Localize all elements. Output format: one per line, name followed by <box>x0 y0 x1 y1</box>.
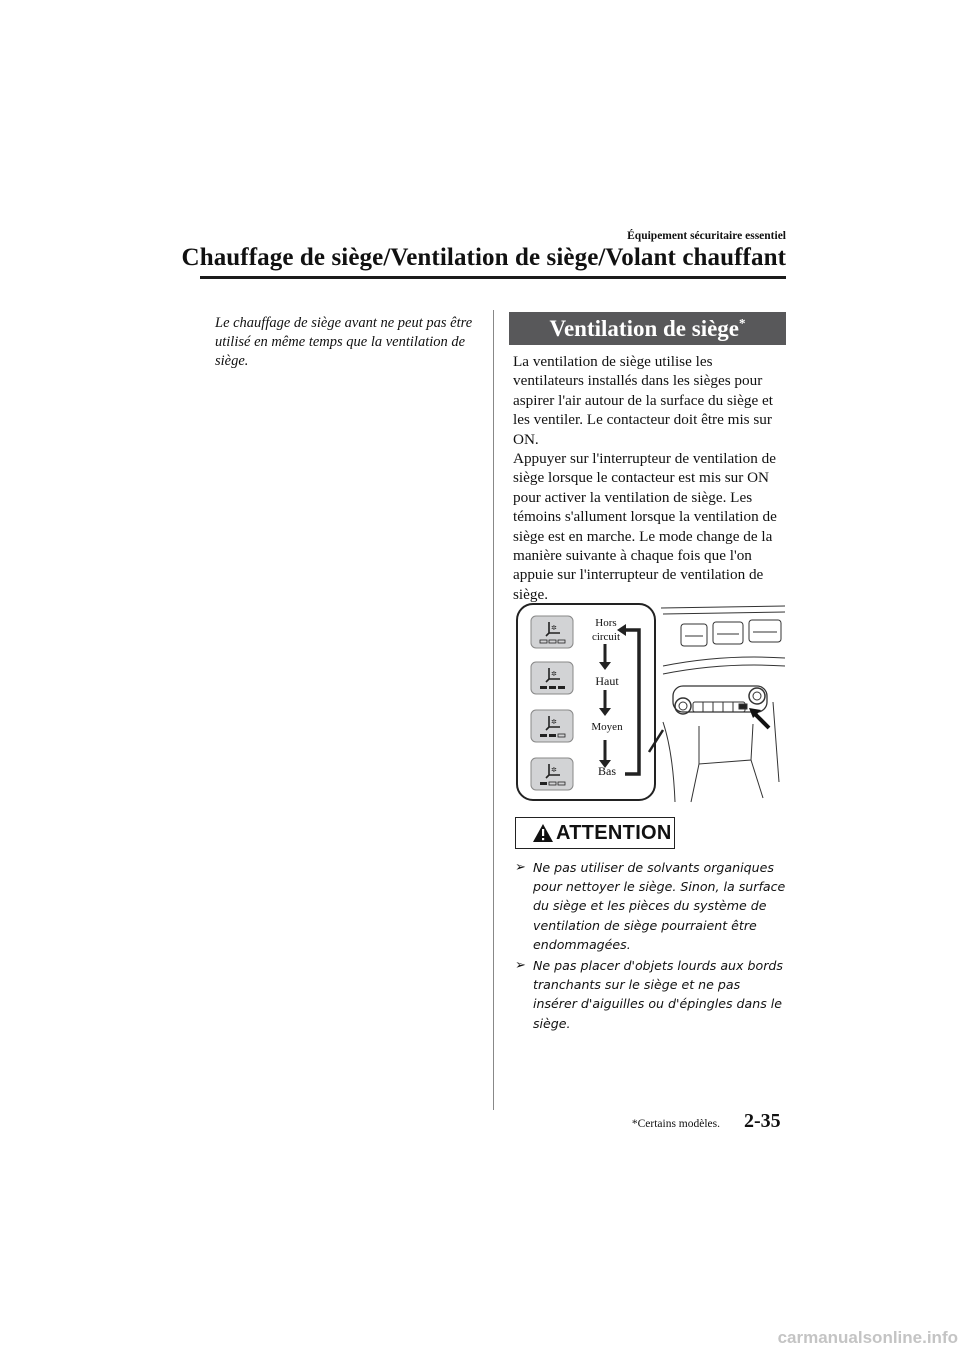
ventilation-paragraph-2: Appuyer sur l'interrupteur de ventilation de siège lorsque le contacteur est mis sur ON pour activer la ventilation de siège. Les témoins s'allument lorsque la ventilation de siège est en marche. Le mode change de la manière suivante à chaque fois que l'on appuie sur l'interrupteur de ventilation de siège. <box>513 450 777 603</box>
left-column-note: Le chauffage de siège avant ne peut pas être utilisé en même temps que la ventilation de siège. <box>215 315 473 369</box>
pointer-arrow-icon <box>749 708 769 728</box>
seat-switch-low-icon <box>531 758 573 790</box>
section-label: Équipement sécuritaire essentiel <box>627 230 786 242</box>
ventilation-body <box>513 352 787 604</box>
ventilation-diagram <box>513 602 787 806</box>
attention-label: ATTENTION <box>556 822 672 844</box>
step-off-label-line-1: Hors <box>595 617 617 629</box>
list-item <box>515 956 787 1033</box>
seat-switch-medium-icon <box>531 710 573 742</box>
list-item <box>515 858 787 954</box>
attention-box <box>515 817 675 849</box>
dashboard-illustration <box>649 606 785 802</box>
step-off-label <box>589 616 623 644</box>
ventilation-paragraph-1: La ventilation de siège utilise les ventilateurs installés dans les sièges pour aspirer l'air autour de la surface du siège et les ventiler. Le contacteur doit être mis sur ON. <box>513 353 773 448</box>
ventilation-heading-text: Ventilation de siège <box>549 316 740 341</box>
svg-text:✲: ✲ <box>551 624 557 632</box>
ventilation-heading <box>509 312 786 345</box>
warning-icon <box>532 823 554 843</box>
attention-list <box>515 858 787 1035</box>
watermark: carmanualsonline.info <box>777 1328 958 1347</box>
attention-item-text: Ne pas utiliser de solvants organiques pour nettoyer le siège. Sinon, la surface du siège et les pièces du système de ventilation de siège pourraient être endommagées. <box>533 860 786 952</box>
title-rule <box>200 276 786 279</box>
seat-switch-off-icon <box>531 616 573 648</box>
svg-text:✲: ✲ <box>551 670 557 678</box>
attention-item-text: Ne pas placer d'objets lourds aux bords tranchants sur le siège et ne pas insérer d'aiguilles ou d'épingles dans le siège. <box>533 958 783 1031</box>
column-divider <box>493 310 494 1110</box>
svg-text:✲: ✲ <box>551 766 557 774</box>
step-off-label-line-2: circuit <box>591 631 621 643</box>
bullet-arrow-icon: ➢ <box>515 958 526 974</box>
ventilation-mode-figure <box>513 602 787 806</box>
seat-switch-high-icon <box>531 662 573 694</box>
page-title: Chauffage de siège/Ventilation de siège/Volant chauffant <box>181 244 786 271</box>
step-low-label: Bas <box>598 764 616 778</box>
step-medium-label: Moyen <box>591 721 623 733</box>
step-high-label: Haut <box>595 674 619 688</box>
svg-text:✲: ✲ <box>551 718 557 726</box>
footnote-mark: * <box>739 315 746 331</box>
footnote: *Certains modèles. <box>631 1118 720 1130</box>
page-number: 2-35 <box>744 1110 781 1132</box>
bullet-arrow-icon: ➢ <box>515 860 526 875</box>
